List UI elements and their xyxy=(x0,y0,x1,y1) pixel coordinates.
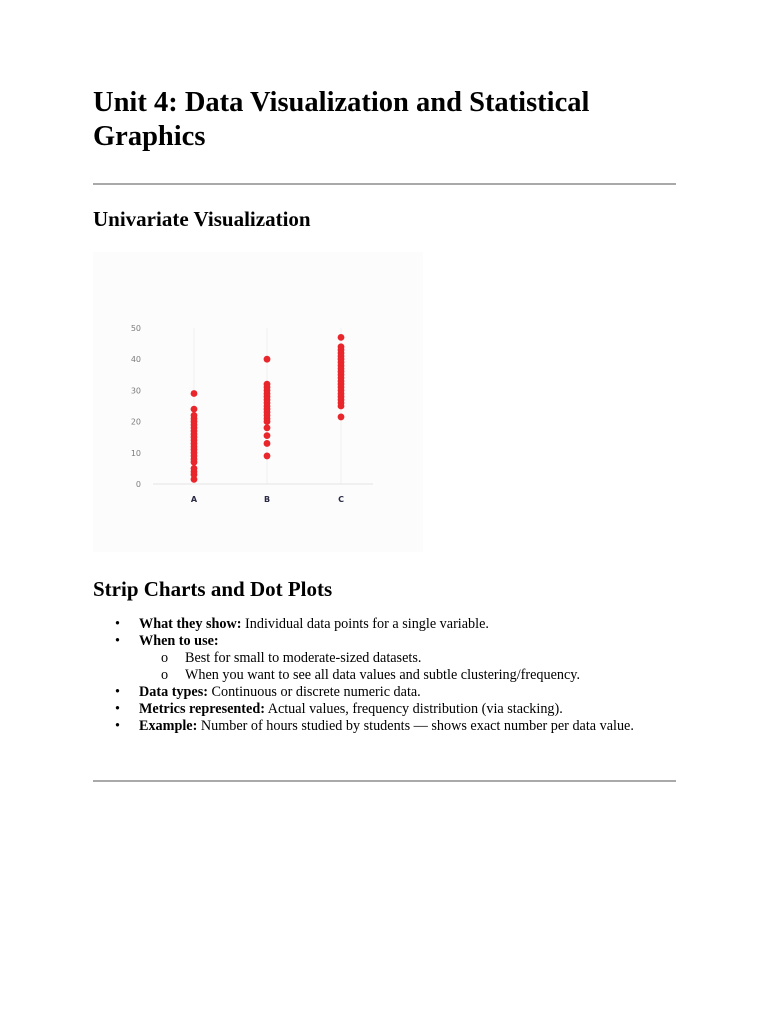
data-point xyxy=(191,406,198,413)
item-label: Data types: xyxy=(139,684,208,700)
item-label: Example: xyxy=(139,718,198,734)
sub-list xyxy=(139,650,676,684)
data-point xyxy=(338,414,345,421)
page-title: Unit 4: Data Visualization and Statistical Graphics xyxy=(93,87,590,152)
divider-bottom xyxy=(93,780,676,782)
y-tick-label: 50 xyxy=(130,324,141,333)
x-category-label: C xyxy=(338,495,344,504)
list-item xyxy=(93,718,676,735)
sub-list-item: o Best for small to moderate-sized datasets. xyxy=(139,650,676,667)
data-point xyxy=(264,381,271,388)
item-label: When to use: xyxy=(139,633,219,649)
item-text: Continuous or discrete numeric data. xyxy=(207,684,421,700)
strip-chart xyxy=(93,252,423,552)
item-label: What they show: xyxy=(139,616,242,632)
y-tick-label: 30 xyxy=(130,386,141,396)
strip-chart-figure xyxy=(93,252,423,552)
data-point xyxy=(264,356,271,363)
item-text: Actual values, frequency distribution (via stacking). xyxy=(264,701,563,717)
list-item xyxy=(93,633,676,684)
y-tick-label: 10 xyxy=(130,448,141,458)
x-category-label: B xyxy=(263,495,271,504)
x-category-label: A xyxy=(190,495,198,504)
y-tick-label: 0 xyxy=(135,480,141,489)
section-heading-univariate: Univariate Visualization xyxy=(93,207,311,231)
list-item xyxy=(93,701,676,718)
item-label: Metrics represented: xyxy=(139,701,265,717)
item-text: Individual data points for a single variable. xyxy=(241,616,489,632)
item-text: Number of hours studied by students — shows exact number per data value. xyxy=(197,718,634,734)
data-point xyxy=(338,334,345,341)
bullet-list xyxy=(93,616,676,735)
data-point xyxy=(191,465,198,472)
data-point xyxy=(338,343,345,350)
data-point xyxy=(191,390,198,397)
list-item xyxy=(93,684,676,701)
y-tick-label: 20 xyxy=(130,417,141,427)
data-point xyxy=(264,440,271,447)
data-point xyxy=(264,424,271,431)
sub-list-item: o When you want to see all data values and subtle clustering/frequency. xyxy=(139,667,676,684)
data-point xyxy=(191,412,198,419)
data-point xyxy=(264,453,271,460)
y-tick-label: 40 xyxy=(130,355,141,365)
list-item xyxy=(93,616,676,633)
section-heading-strip-charts: Strip Charts and Dot Plots xyxy=(93,577,333,601)
data-point xyxy=(264,432,271,439)
divider-top xyxy=(93,183,676,185)
